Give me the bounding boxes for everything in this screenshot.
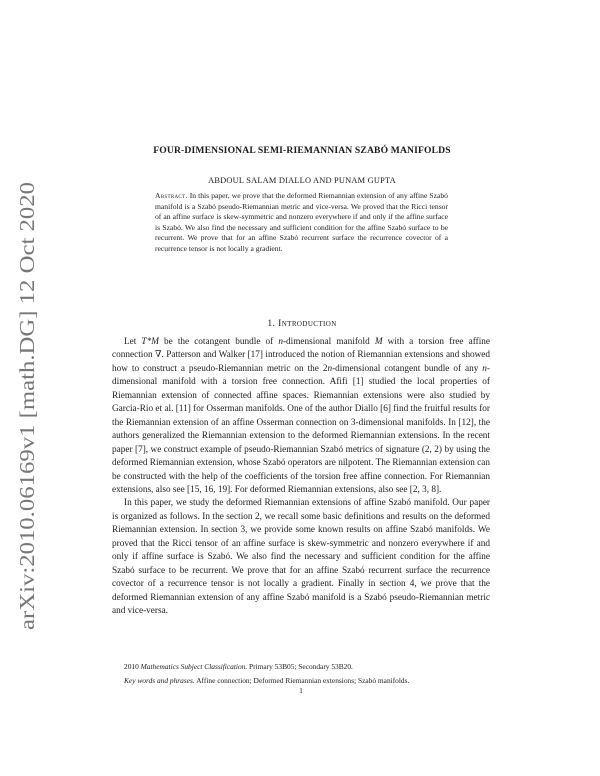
abstract-label: Abstract. xyxy=(155,191,188,200)
section-heading-introduction xyxy=(112,318,492,329)
abstract-text: In this paper, we prove that the deformed Riemannian extension of any affine Szabó manifold is a Szabó pseudo-Riemannian metric and vice-versa. We proved that the Ricci tensor of an affine surface is skew-symmetric and nonzero everywhere if and only if the affine surface is Szabó. We also find the necessary and sufficient condition for the affine Szabó surface to be recurrent. We prove that for an affine Szabó recurrent surface the recurrence covector of a recurrence tensor is not locally a gradient. xyxy=(155,191,448,253)
msc-footnote xyxy=(112,660,490,674)
keywords-value: Affine connection; Deformed Riemannian extensions; Szabó manifolds. xyxy=(194,675,410,685)
paper-authors: ABDOUL SALAM DIALLO AND PUNAM GUPTA xyxy=(208,176,396,185)
text-run: Let xyxy=(124,337,142,347)
msc-label: Mathematics Subject Classification. xyxy=(140,662,248,671)
msc-value: Primary 53B05; Secondary 53B20. xyxy=(247,662,353,671)
math-symbol: n xyxy=(482,363,487,374)
section-number: 1. xyxy=(267,318,276,329)
text-run: -dimensional manifold xyxy=(282,337,375,347)
math-symbol: M xyxy=(374,337,383,347)
arxiv-identifier-stamp xyxy=(4,180,46,630)
footnotes xyxy=(112,660,490,687)
paragraph-1 xyxy=(112,336,490,497)
paragraph-2: In this paper, we study the deformed Riemannian extensions of affine Szabó manifold. Our paper is organized as follows. In the section 2, we recall some basic definitions and results on the deformed Riemannian extension. In section 3, we provide some known results on affine Szabó manifolds. We proved that the Ricci tensor of an affine surface is skew-symmetric and nonzero everywhere if and only if affine surface is Szabó. We also find the necessary and sufficient condition for the affine Szabó surface to be recurrent. We prove that for an affine Szabó recurrent surface the recurrence covector of a recurrence tensor is not locally a gradient. Finally in section 4, we prove that the deformed Riemannian extension of any affine Szabó manifold is a Szabó pseudo-Riemannian metric and vice-versa. xyxy=(112,498,490,617)
text-run: with a torsion free affine connection ∇. Patterson and Walker [17] introduced the notion of Riemannian extensions and showed how to construct a pseudo-Riemannian metric on the 2 xyxy=(112,337,490,374)
keywords-label: Key words and phrases. xyxy=(124,675,195,685)
arxiv-id-text: arXiv:2010.06169v1 [math.DG] 12 Oct 2020 xyxy=(15,249,39,630)
msc-year: 2010 xyxy=(124,662,141,671)
text-run: be the cotangent bundle of xyxy=(158,337,279,347)
introduction-body xyxy=(112,336,490,619)
math-symbol: T*M xyxy=(141,337,159,347)
text-run: -dimensional cotangent bundle of any xyxy=(332,363,483,374)
abstract xyxy=(155,191,448,255)
page-number: 1 xyxy=(299,686,303,695)
paper-title: FOUR-DIMENSIONAL SEMI-RIEMANNIAN SZABÓ MANIFOLDS xyxy=(153,145,451,156)
text-run: -dimensional manifold with a torsion free connection. Afifi [1] studied the local properties of Riemannian extension of connected affine spaces. Riemannian extensions were also studied by Garcia-Rio et al. [11] for Osserman manifolds. One of the author Diallo [6] find the fruitful results for the Riemannian extension of an affine Osserman connection on 3-dimensional manifolds. In [12], the authors generalized the Riemannian extension to the deformed Riemannian extensions. In the recent paper [7], we construct example of pseudo-Riemannian Szabó metrics of signature (2, 2) by using the deformed Riemannian extension, whose Szabó operators are nilpotent. The Riemannian extension can be constructed with the help of the coefficients of the torsion free affine connection. For Riemannian extensions, also see [15, 16, 19]. For deformed Riemannian extensions, also see [2, 3, 8]. xyxy=(112,363,490,495)
math-symbol: n xyxy=(327,363,333,374)
section-title: Introduction xyxy=(278,318,337,329)
math-symbol: n xyxy=(278,337,283,347)
